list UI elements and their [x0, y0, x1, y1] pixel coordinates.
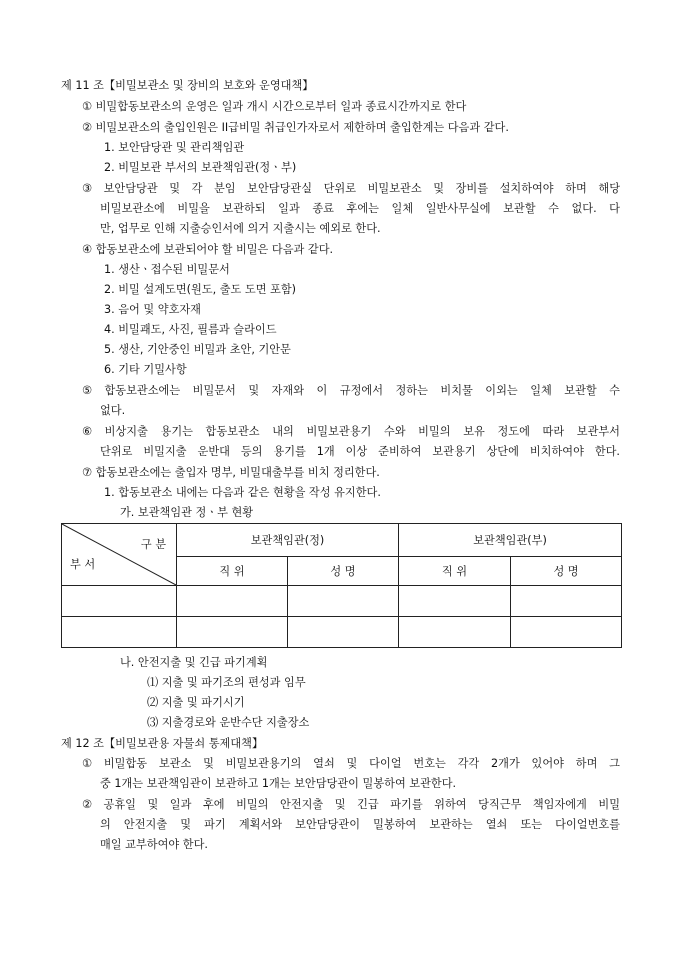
status-item: 1. 합동보관소 내에는 다음과 같은 현황을 작성 유지한다.: [104, 486, 381, 499]
article-11-para-4: ④ 합동보관소에 보관되어야 할 비밀은 다음과 같다.: [82, 243, 334, 256]
custodian-status-table: [61, 523, 622, 648]
article-12-para-2-line: ② 공휴일 및 일과 후에 비밀의 안전지출 및 긴급 파기를 위하여 당직근무 책임자에게 비밀: [82, 798, 620, 811]
plan-item: ⑵ 지출 및 파기시기: [147, 696, 245, 709]
plan-item: ⑴ 지출 및 파기조의 편성과 임무: [147, 676, 306, 689]
position-header: 직 위: [399, 557, 511, 586]
article-11-title: 제 11 조【비밀보관소 및 장비의 보호와 운영대책】: [61, 79, 314, 92]
article-12-title: 제 12 조【비밀보관용 자물쇠 통제대책】: [61, 737, 264, 750]
article-12-para-1-line: 중 1개는 보관책임관이 보관하고 1개는 보안담당관이 밀봉하여 보관한다.: [100, 777, 457, 790]
table-cell: [511, 617, 622, 648]
secret-item: 1. 생산ㆍ접수된 비밀문서: [104, 263, 230, 276]
table-cell: [177, 586, 288, 617]
primary-custodian-header: 보관책임관(정): [177, 524, 399, 557]
secret-item: 3. 음어 및 약호자재: [104, 303, 201, 316]
table-cell: [288, 617, 399, 648]
table-header-row: [62, 524, 622, 557]
access-item: 2. 비밀보관 부서의 보관책임관(정ㆍ부): [104, 161, 297, 174]
table-cell: [288, 586, 399, 617]
name-header: 성 명: [511, 557, 622, 586]
table-cell: [62, 586, 177, 617]
diagonal-line: [62, 524, 176, 585]
department-label: 부 서: [70, 558, 96, 571]
name-header: 성 명: [288, 557, 399, 586]
article-11-para-7: ⑦ 합동보관소에는 출입자 명부, 비밀대출부를 비치 정리한다.: [82, 466, 380, 479]
table-cell: [399, 617, 511, 648]
article-12-para-2-line: 매일 교부하여야 한다.: [100, 838, 208, 851]
article-11-para-6-line: 단위로 비밀지출 운반대 등의 용기를 1개 이상 준비하여 보관용기 상단에 비치하여야 한다.: [100, 445, 620, 458]
secret-item: 4. 비밀괘도, 사진, 필름과 슬라이드: [104, 323, 277, 336]
table-cell: [177, 617, 288, 648]
table-cell: [62, 617, 177, 648]
article-11-para-2: ② 비밀보관소의 출입인원은 II급비밀 취급인가자로서 제한하며 출입한계는 다음과 같다.: [82, 121, 509, 134]
status-subitem-a: 가. 보관책임관 정ㆍ부 현황: [120, 506, 254, 519]
article-11-para-6-line: ⑥ 비상지출 용기는 합동보관소 내의 비밀보관용기 수와 비밀의 보유 정도에 따라 보관부서: [82, 425, 620, 438]
secret-item: 2. 비밀 설계도면(원도, 출도 도면 포함): [104, 283, 297, 296]
article-11-para-1: ① 비밀합동보관소의 운영은 일과 개시 시간으로부터 일과 종료시간까지로 한다: [82, 100, 467, 113]
table-cell: [511, 586, 622, 617]
access-item: 1. 보안담당관 및 관리책임관: [104, 141, 245, 154]
division-label: 구 분: [140, 538, 166, 551]
article-12-para-2-line: 의 안전지출 및 파기 계획서와 보안담당관이 밀봉하여 보관하는 열쇠 또는 다이얼번호를: [100, 818, 620, 831]
table-row: [62, 617, 622, 648]
secret-item: 6. 기타 기밀사항: [104, 363, 187, 376]
table-row: [62, 586, 622, 617]
secret-item: 5. 생산, 기안중인 비밀과 초안, 기안문: [104, 343, 291, 356]
diagonal-header-cell: [62, 524, 177, 586]
article-11-para-5-line: ⑤ 합동보관소에는 비밀문서 및 자재와 이 규정에서 정하는 비치물 이외는 일체 보관할 수: [82, 384, 620, 397]
article-11-para-3-line: ③ 보안담당관 및 각 분임 보안담당관실 단위로 비밀보관소 및 장비를 설치하여야 하며 해당: [82, 182, 620, 195]
article-12-para-1-line: ① 비밀합동 보관소 및 비밀보관용기의 열쇠 및 다이얼 번호는 각각 2개가 있어야 하며 그: [82, 757, 620, 770]
deputy-custodian-header: 보관책임관(부): [399, 524, 622, 557]
article-11-para-5-line: 없다.: [100, 404, 126, 417]
article-11-para-3-line: 비밀보관소에 비밀을 보관하되 일과 종료 후에는 일체 일반사무실에 보관할 수 없다. 다: [100, 202, 620, 215]
plan-item: ⑶ 지출경로와 운반수단 지출장소: [147, 716, 310, 729]
article-11-para-3-line: 만, 업무로 인해 지출승인서에 의거 지출시는 예외로 한다.: [100, 222, 381, 235]
position-header: 직 위: [177, 557, 288, 586]
status-subitem-b: 나. 안전지출 및 긴급 파기계획: [120, 656, 268, 669]
table-cell: [399, 586, 511, 617]
